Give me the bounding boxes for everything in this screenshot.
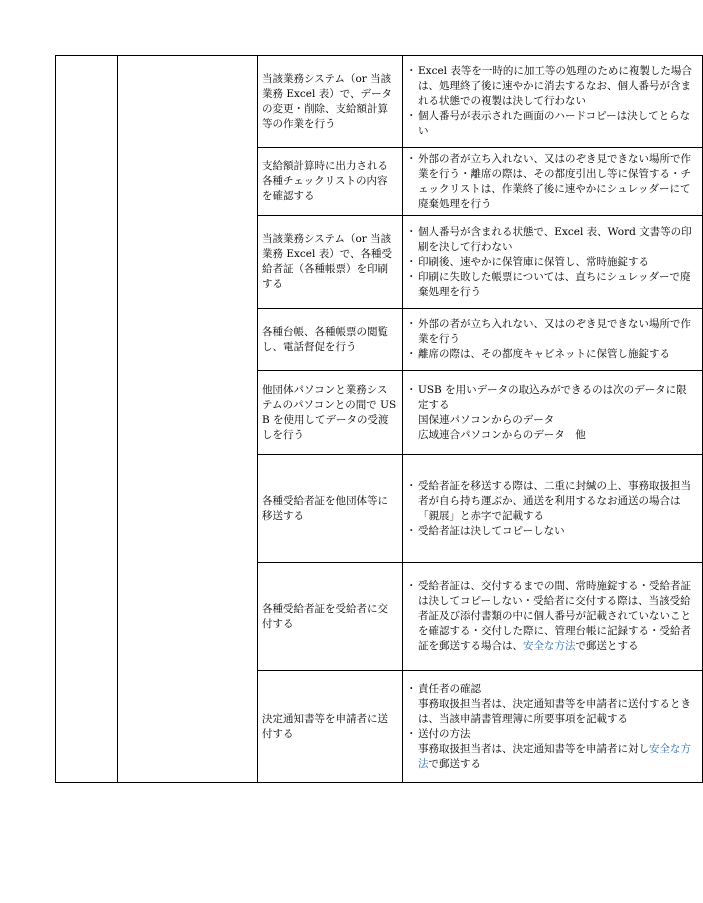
task-cell: 各種台帳、各種帳票の閲覧し、電話督促を行う (258, 309, 403, 371)
task-cell: 他団体パソコンと業務システムのパソコンとの間で USB を使用してデータの受渡しを行う (258, 371, 403, 455)
task-cell: 当該業務システム（or 当該業務 Excel 表）で、各種受給者証（各種帳票）を印刷する (258, 216, 403, 309)
measure-tail-text: で郵送する (428, 757, 481, 770)
measure-item: ・ 外部の者が立ち入れない、又はのぞき見できない場所で作業を行う・離席の際は、その都度引出し等に保管する・チェックリストは、作業終了後に速やかにシュレッダーにて廃棄処理を行う (407, 152, 697, 212)
measure-sub-item: 国保連パソコンからのデータ (418, 413, 555, 426)
table-row (56, 56, 703, 148)
measure-item: ・ 個人番号が含まれる状態で、Excel 表、Word 文書等の印刷を決して行わない (407, 225, 697, 255)
measure-text: 受給者証は、交付するまでの間、常時施錠する・受給者証は決してコピーしない・受給者に交付する際は、当該受給者証及び添付書類の中に個人番号が記載されていないことを確認する・交付した際に、管理台帳に記録する・受給者証を郵送する場合は、 (418, 580, 691, 652)
measures-cell (403, 563, 703, 671)
measures-cell (403, 216, 703, 309)
task-cell: 各種受給者証を他団体等に移送する (258, 455, 403, 563)
measures-cell (403, 455, 703, 563)
task-cell: 当該業務システム（or 当該業務 Excel 表）で、データの変更・削除、支給額計算等の作業を行う (258, 56, 403, 148)
measure-item: ・ 離席の際は、その都度キャビネットに保管し施錠する (407, 347, 697, 362)
category-cell (56, 56, 118, 783)
measure-item: ・ 個人番号が表示された画面のハードコピーは決してとらない (407, 109, 697, 139)
task-cell: 各種受給者証を受給者に交付する (258, 563, 403, 671)
measure-heading: ・ 送付の方法 (407, 727, 697, 742)
measure-text: 事務取扱担当者は、決定通知書等を申請者に対し (418, 742, 649, 755)
measure-tail-text: で郵送とする (575, 640, 639, 652)
measures-cell (403, 148, 703, 216)
measure-item: ・ USB を用いデータの取込みができるのは次のデータに限定する (407, 383, 697, 413)
measures-cell (403, 671, 703, 783)
measures-cell (403, 56, 703, 148)
measure-sub-item (407, 742, 697, 772)
task-cell: 支給額計算時に出力される各種チェックリストの内容を確認する (258, 148, 403, 216)
measures-cell (403, 371, 703, 455)
measure-heading: ・ 責任者の確認 (407, 682, 697, 697)
subcategory-cell (118, 56, 258, 783)
measure-sub-item: 事務取扱担当者は、決定通知書等を申請者に送付するときは、当該申請書管理簿に所要事項を記載する (418, 697, 691, 725)
measure-item: ・ 印刷後、速やかに保管庫に保管し、常時施錠する (407, 255, 697, 270)
measure-item: ・ 印刷に失敗した帳票については、直ちにシュレッダーで廃棄処理を行う (407, 270, 697, 300)
measures-cell (403, 309, 703, 371)
measure-item: ・ 受給者証を移送する際は、二重に封緘の上、事務取扱担当者が自ら持ち運ぶか、通送を利用するなお通送の場合は「親展」と赤字で記載する (407, 479, 697, 524)
measure-accent-text: 安全な方法 (523, 640, 576, 652)
measure-item: ・ Excel 表等を一時的に加工等の処理のために複製した場合は、処理終了後に速やかに消去するなお、個人番号が含まれる状態での複製は決して行わない (407, 64, 697, 109)
measure-sub-item: 広域連合パソコンからのデータ 他 (418, 428, 586, 441)
measure-item: ・ 受給者証は決してコピーしない (407, 524, 697, 539)
measure-item (407, 579, 697, 654)
security-measures-table (55, 55, 703, 783)
measure-item: ・ 外部の者が立ち入れない、又はのぞき見できない場所で作業を行う (407, 317, 697, 347)
task-cell: 決定通知書等を申請者に送付する (258, 671, 403, 783)
measure-accent-text: 安全な方法 (418, 742, 691, 770)
